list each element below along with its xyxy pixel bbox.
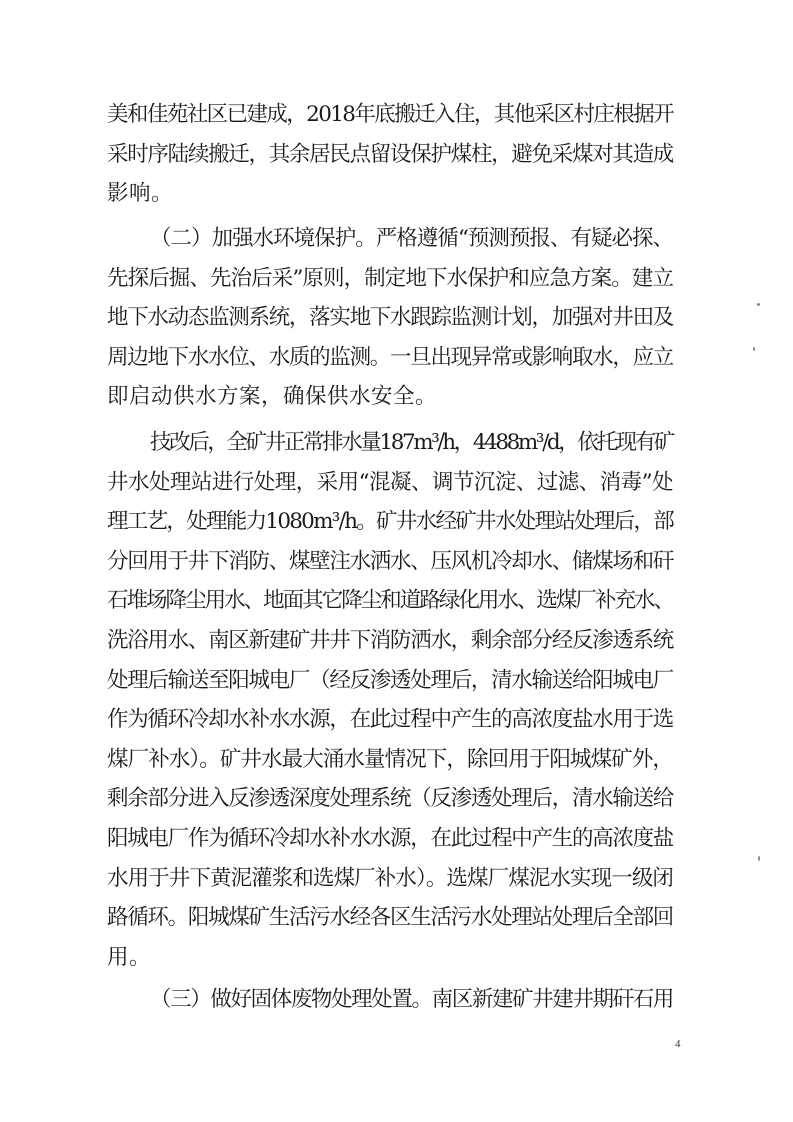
text-line: 阳城电厂作为循环冷却水补水水源，在此过程中产生的高浓度盐 bbox=[107, 825, 673, 851]
text-line: 分回用于井下消防、煤壁注水洒水、压风机冷却水、储煤场和矸 bbox=[107, 548, 673, 574]
text-line: 处理后输送至阳城电厂（经反渗透处理后，清水输送给阳城电厂 bbox=[107, 667, 673, 693]
text-line: 剩余部分进入反渗透深度处理系统（反渗透处理后，清水输送给 bbox=[107, 786, 673, 812]
paragraph-water-protection bbox=[107, 219, 673, 417]
text-line: 井水处理站进行处理，采用“混凝、调节沉淀、过滤、消毒”处 bbox=[107, 469, 673, 495]
text-line: 影响。 bbox=[107, 181, 174, 207]
paragraph-relocation bbox=[107, 95, 673, 214]
text-line: 洗浴用水、南区新建矿井井下消防洒水，剩余部分经反渗透系统 bbox=[107, 627, 673, 653]
text-line: 理工艺，处理能力1080m³/h。矿井水经矿井水处理站处理后，部 bbox=[107, 509, 673, 535]
page-number: 4 bbox=[675, 1038, 681, 1050]
text-line: 周边地下水水位、水质的监测。一旦出现异常或影响取水，应立 bbox=[107, 344, 673, 370]
text-line: 石堆场降尘用水、地面其它降尘和道路绿化用水、选煤厂补充水、 bbox=[107, 588, 673, 614]
text-line: （二）加强水环境保护。严格遵循“预测预报、有疑必探、 bbox=[150, 226, 673, 251]
scan-speck bbox=[753, 347, 755, 351]
text-line: 即启动供水方案，确保供水安全。 bbox=[107, 384, 438, 410]
text-line: （三）做好固体废物处理处置。南区新建矿井建井期矸石用 bbox=[150, 987, 673, 1012]
text-line: 采时序陆续搬迁，其余居民点留设保护煤柱，避免采煤对其造成 bbox=[107, 141, 673, 167]
text-line: 用。 bbox=[107, 944, 152, 970]
scan-speck bbox=[757, 303, 760, 306]
paragraph-mine-water bbox=[107, 423, 673, 977]
text-line: 水用于井下黄泥灌浆和选煤厂补水）。选煤厂煤泥水实现一级闭 bbox=[107, 865, 673, 891]
text-line: 技改后，全矿井正常排水量187m³/h，4488m³/d，依托现有矿 bbox=[150, 430, 673, 455]
text-line: 地下水动态监测系统，落实地下水跟踪监测计划，加强对井田及 bbox=[107, 305, 673, 331]
paragraph-solid-waste bbox=[107, 980, 673, 1020]
text-line: 煤厂补水）。矿井水最大涌水量情况下，除回用于阳城煤矿外， bbox=[107, 746, 673, 772]
text-line: 先探后掘、先治后采”原则，制定地下水保护和应急方案。建立 bbox=[107, 265, 673, 291]
text-line: 作为循环冷却水补水水源，在此过程中产生的高浓度盐水用于选 bbox=[107, 707, 673, 733]
text-line: 路循环。阳城煤矿生活污水经各区生活污水处理站处理后全部回 bbox=[107, 905, 673, 931]
text-line: 美和佳苑社区已建成，2018年底搬迁入住，其他采区村庄根据开 bbox=[107, 102, 673, 127]
scan-speck bbox=[758, 856, 760, 861]
